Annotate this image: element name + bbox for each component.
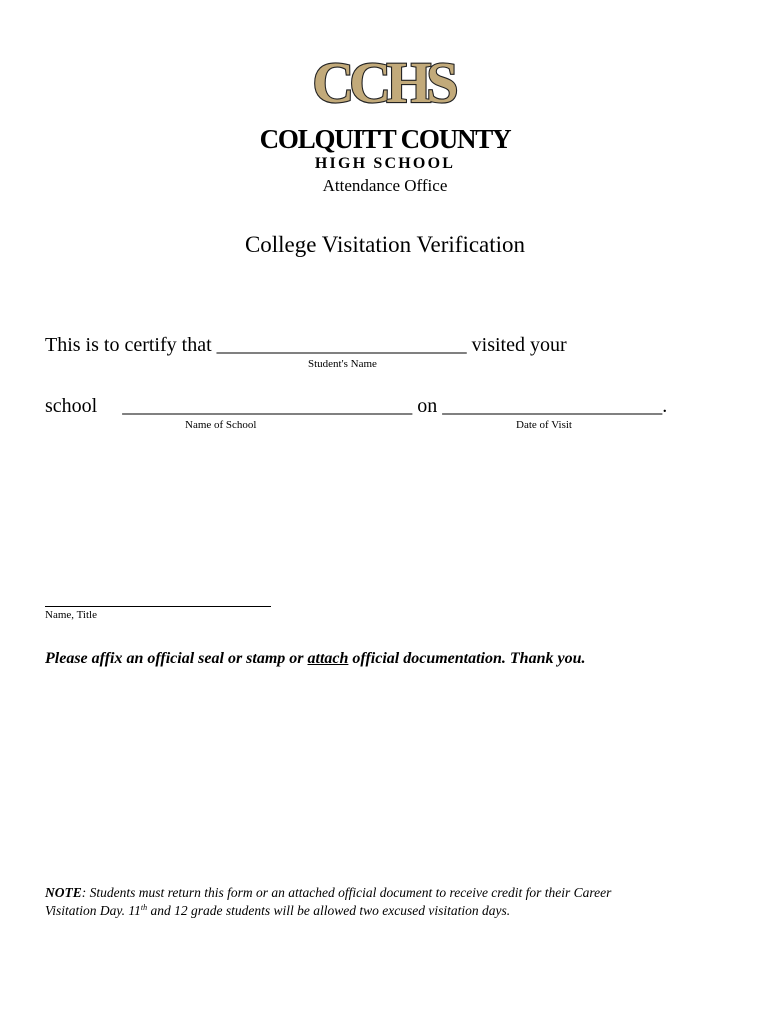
affix-instruction [45,650,585,668]
date-blank: ______________________ [442,395,663,417]
school-logo [290,48,476,114]
note-text-2a: Visitation Day. 11 [45,903,141,918]
note-text-2b: and 12 grade students will be allowed two excused visitation days. [147,903,511,918]
school-name: COLQUITT COUNTY [259,124,511,154]
affix-text-before: Please affix an official seal or stamp or [45,650,308,667]
student-name-caption: Student's Name [308,358,377,370]
line-end-period: . [662,395,668,417]
note-text-1: : Students must return this form or an attached official document to receive credit for their Career [81,885,612,900]
school-name-caption: Name of School [185,419,257,431]
note-superscript: th [140,903,148,912]
certify-prefix: This is to certify that [45,334,217,356]
signature-line [45,606,271,607]
document-title: College Visitation Verification [244,232,526,257]
school-label: school [45,395,98,417]
office-name: Attendance Office [322,176,448,195]
school-subtitle: HIGH SCHOOL [314,155,456,172]
date-caption: Date of Visit [516,419,572,431]
certify-suffix: visited your [466,334,567,356]
affix-text-after: official documentation. Thank you. [348,650,586,667]
note-label: NOTE [45,885,82,900]
note-line-1 [45,884,611,902]
note-block [45,884,611,920]
on-label: on [412,395,443,417]
signature-caption: Name, Title [45,609,97,621]
affix-underlined-word: attach [307,650,349,667]
logo-text: CCHS [312,50,454,114]
certify-line [45,334,567,357]
note-line-2 [45,902,611,920]
cchs-logo-icon [290,48,476,114]
school-line [45,395,667,418]
student-name-blank: _________________________ [216,334,467,356]
school-name-blank: _____________________________ [122,395,413,417]
